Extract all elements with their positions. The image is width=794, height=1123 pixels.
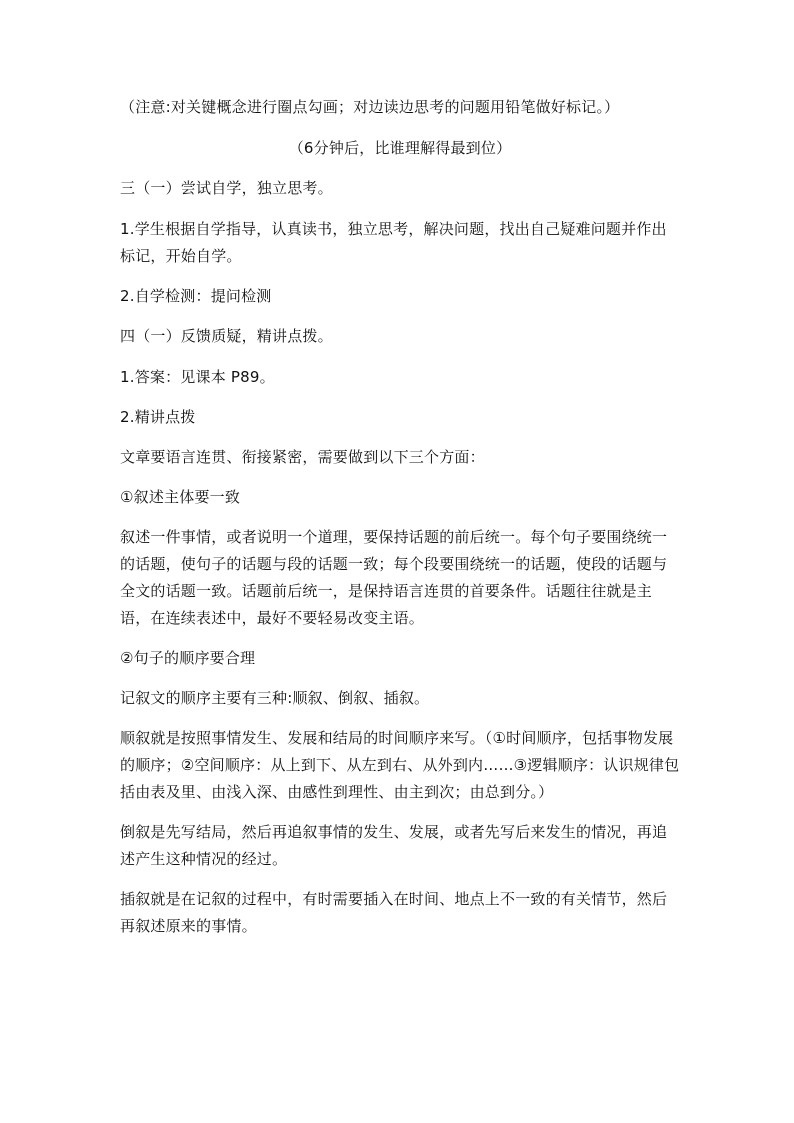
flashback-narration-paragraph: 倒叙是先写结局，然后再追叙事情的发生、发展，或者先写后来发生的情况，再追述产生这种情况的经过。 xyxy=(120,823,668,868)
intro-paragraph: 文章要语言连贯、衔接紧密，需要做到以下三个方面： xyxy=(120,448,485,466)
self-study-paragraph: 1.学生根据自学指导，认真读书，独立思考，解决问题，找出自己疑难问题并作出标记，开始自学。 xyxy=(120,220,667,265)
chronological-narration-paragraph: 顺叙就是按照事情发生、发展和结局的时间顺序来写。（①时间顺序，包括事物发展的顺序；②空间顺序：从上到下、从左到右、从外到内……③逻辑顺序：认识规律包括由表及里、由浅入深、由感性到理性、由主到次；由总到分。） xyxy=(120,729,680,801)
answer-paragraph: 1.答案：见课本 P89。 xyxy=(120,368,275,386)
point-two-heading: ②句子的顺序要合理 xyxy=(120,649,256,667)
section-three-heading: 三（一）尝试自学，独立思考。 xyxy=(120,179,333,197)
point-one-description: 叙述一件事情，或者说明一个道理，要保持话题的前后统一。每个句子要围绕统一的话题，使句子的话题与段的话题一致；每个段要围绕统一的话题，使段的话题与全文的话题一致。话题前后统一，是保持语言连贯的首要条件。话题往往就是主语，在连续表述中，最好不要轻易改变主语。 xyxy=(120,528,668,627)
document-page xyxy=(120,94,680,953)
time-note: （6分钟后，比谁理解得最到位） xyxy=(288,139,512,157)
point-one-heading: ①叙述主体要一致 xyxy=(120,488,241,506)
interpolated-narration-paragraph: 插叙就是在记叙的过程中，有时需要插入在时间、地点上不一致的有关情节，然后再叙述原来的事情。 xyxy=(120,890,668,935)
self-test-paragraph: 2.自学检测：提问检测 xyxy=(120,287,272,305)
note-paragraph: （注意:对关键概念进行圈点勾画；对边读边思考的问题用铅笔做好标记。） xyxy=(120,98,620,116)
section-four-heading: 四（一）反馈质疑，精讲点拨。 xyxy=(120,327,333,345)
explanation-heading: 2.精讲点拨 xyxy=(120,408,196,426)
narrative-order-paragraph: 记叙文的顺序主要有三种:顺叙、倒叙、插叙。 xyxy=(120,689,430,707)
